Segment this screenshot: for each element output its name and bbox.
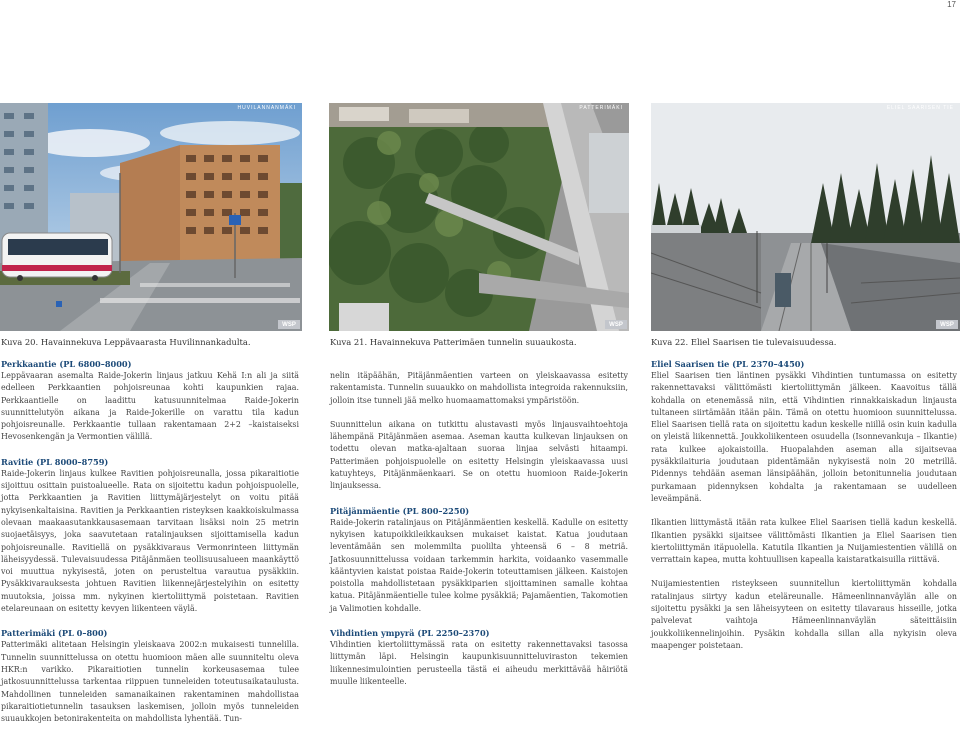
tram-icon bbox=[2, 233, 112, 281]
section-paragraph: Eliel Saarisen tien läntinen pysäkki Vihdintien tuntumassa on esitetty rakennettavaksi välittömästi kiertoliittymän jälkeen. Kaavoitus tällä kohdalla on etenemässä niin, että Vihdintien rinnakkaiskadun linjausta tultaneen siirtämään itään päin. Tämä on otettu huomioon suunnittelussa. Eliel Saarisen tiellä rata on sijoitettu kadun keskelle niillä osin kuin kadulla on yleistä liikennettä. Joukkoliikenteen osuudella (Isonnevankuja – Ilkantie) rata kulkee ajokaistoilla. Huopalahden aseman alla sijaitsevaa pysäkkilaituria joudutaan pidentämään nykyisestä noin 20 metrillä. Pidennys tehdään aseman länsipäähän, jolloin betonitunnelia joudutaan purkamaan pidennyksen kohdalta ja rakentamaan se uudelleen leveämpänä. bbox=[651, 371, 957, 503]
wsp-logo: WSP bbox=[278, 320, 300, 329]
text-column-2 bbox=[330, 370, 628, 700]
wsp-logo: WSP bbox=[605, 320, 627, 329]
photo-label: ELIEL SAARISEN TIE bbox=[886, 105, 954, 111]
section-heading: Ravitie (PL 8000–8759) bbox=[1, 456, 109, 467]
section-paragraph: Leppävaaran asemalta Raide-Jokerin linjaus jatkuu Kehä I:n ali ja siitä edelleen Perkkaantien pohjoisreunaa kohti kaupunkien rajaa. Perkkaantielle on laadittu katusuunnitelmaa Raide-Jokerin suunnittelutyön aikana ja Raide-Jokerille on varattu tila kadun pohjoisreunalle. Perkkaantie tullaan rakentamaan 2+2 –kaistaiseksi Hevosenkengän ja Vermontien välillä. bbox=[1, 371, 299, 442]
wsp-logo: WSP bbox=[936, 320, 958, 329]
section-paragraph: Nuijamiestentien risteykseen suunnitellun kiertoliittymän kohdalla ratalinjaus siirtyy kadun eteläreunalle. Hämeenlinnanväylän alle on sijoitettu pysäkki ja sen läheisyyteen on esitetty tilavaraus hisseille, jotka palvelevat vaihtoja Hämeenlinnanväylän säteittäisiin joukkoliikennelinjoihin. Pysäkin kohdalla sillan alla nykyisin oleva maapenger poistetaan. bbox=[651, 579, 957, 650]
section-heading: Pitäjänmäentie (PL 800–2250) bbox=[330, 505, 470, 516]
photo-patterimaki bbox=[329, 103, 629, 331]
section-paragraph: Raide-Jokerin linjaus kulkee Ravitien pohjoisreunalla, jossa pikaraitiotie sijoittuu osittain puistoalueelle. Rata on sijoitettu kadun pohjoispuolelle, jotta Perkkaantien ja Ravitien liittymäjärjestelyt on voitu pitää nykyisenkaltaisina. Ravitien ja Perkkaantien risteyksen kaakkoiskulmassa olevaan maakaasutankkausasemaan tarvitaan lisäksi noin 25 metrin suojaetäisyys, joka saavutetaan ratalinjauksen sijoittamisella kadun pohjoisreunalle. Ravitiellä on pysäkkivaraus Vermonrinteen liittymän läheisyydessä. Tulevaisuudessa Pitäjänmäen teollisuusalueen maankäyttö voi muuttua nykyisestä, joten on perusteltua varautua pysäkkiin. Pysäkkivarauksesta johtuen Ravitien liikennejärjestelyihin on esitetty muutoksia, joissa mm. nykyinen kiertoliittymä poistetaan. Ravitien etelareunaan on esitetty kevyen liikenteen väylä. bbox=[1, 468, 299, 614]
section-heading: Patterimäki (PL 0–800) bbox=[1, 628, 108, 639]
tram-street-illustration bbox=[0, 103, 302, 331]
photo-caption: Kuva 21. Havainnekuva Patterimäen tunnelin suuaukosta. bbox=[330, 337, 577, 347]
page-number: 17 bbox=[947, 0, 956, 9]
photo-eliel-saarisen-tie bbox=[651, 103, 960, 331]
section-paragraph: nelin itäpäähän, Pitäjänmäentien varteen on yleiskaavassa esitetty rakentamista. Tunnelin suuaukko on mahdollista integroida rakennuksiin, jolloin itse tunneli jää melko huomaamattomaksi ympäristöön. bbox=[330, 371, 628, 405]
section-paragraph: Ilkantien liittymästä itään rata kulkee Eliel Saarisen tiellä kadun keskellä. Ilkantien pysäkki sijaitsee välittömästi Ilkantien ja Eliel Saarisen tien kiertoliittymän itäpuolella. Katutila Ilkantien ja Nuijamiestentien välillä on verrattain kapea, mutta kohtuullisen kapealla kaistaratkaisuilla riittävä. bbox=[651, 518, 957, 565]
aerial-tunnel-illustration bbox=[329, 103, 629, 331]
section-paragraph: Raide-Jokerin ratalinjaus on Pitäjänmäentien keskellä. Kadulle on esitetty nykyisen katupoikkileikkauksen mukaiset kaistat. Katua joudutaan leventämään sen molemmilta puolilta yhteensä 6 – 8 metriä. Jatkosuunnittelussa voidaan tarkemmin harkita, voidaanko vasemmalle kääntyvien kaistat poistaa Raide-Jokerin toteuttamisen jälkeen. Kaistojen poistolla mahdollistetaan pysäkkiparien sijoittaminen samalle kohtaa katua. Pitäjänmäentielle tulee kolme pysäkkiä; Pajamäentien, Takomotien ja Valimotien kohdalle. bbox=[330, 517, 628, 613]
section-heading: Perkkaantie (PL 6800–8000) bbox=[1, 359, 132, 369]
photo-caption: Kuva 22. Eliel Saarisen tie tulevaisuudessa. bbox=[651, 337, 837, 347]
photo-label: PATTERIMÄKI bbox=[579, 105, 623, 111]
photo-huvilinnankatu bbox=[0, 103, 302, 331]
text-column-1 bbox=[1, 358, 299, 737]
section-heading: Eliel Saarisen tie (PL 2370–4450) bbox=[651, 359, 805, 369]
photo-caption: Kuva 20. Havainnekuva Leppävaarasta Huvilinnankadulta. bbox=[1, 337, 251, 347]
eliel-saarisen-tie-illustration bbox=[651, 103, 960, 331]
text-column-3 bbox=[651, 358, 957, 664]
section-paragraph: Vihdintien kiertoliittymässä rata on esitetty rakennettavaksi tasossa liittymän läpi. Helsingin kaupunkisuunnitteluviraston tekemien liikennesimulointien perusteella tästä ei aiheudu merkittävää häiriötä muulle liikenteelle. bbox=[330, 640, 628, 686]
tram-icon bbox=[775, 273, 791, 307]
section-paragraph: Suunnittelun aikana on tutkittu alustavasti myös linjausvaihtoehtoja lähempänä Pitäjänmäen asemaa. Aseman kautta kulkevan linjauksen on todettu olevan matka-ajaltaan suoraa linjaa selvästi hitaampi. Patterimäen pohjoispuolelle on esitetty Helsingin yleiskaavassa uusi katuyhteys, Pitäjänmäenkaari. Se on otettu huomioon Raide-Jokerin linjauksessa. bbox=[330, 419, 628, 491]
section-heading: Vihdintien ympyrä (PL 2250–2370) bbox=[330, 628, 490, 639]
section-paragraph: Patterimäki alitetaan Helsingin yleiskaava 2002:n mukaisesti tunnelilla. Tunnelin suunnittelussa on otettu huomioon mäen alle suunniteltu oleva HKR:n varikko. Pikaraitiotien tunnelin korkeusasemaa tulee jatkosuunnittelussa tarkentaa riippuen tunneleiden toteutusaikataulusta. Mahdollinen tunneleiden samanaikainen rakentaminen mahdollistaa pikaraitiotietunnelin tasauksen laskemisen, jolloin myös tunneleiden suuaukkojen betonirakenteita on mahdollista lyhentää. Tun- bbox=[1, 640, 299, 724]
photo-label: HUVILANNANMÄKI bbox=[237, 105, 296, 111]
